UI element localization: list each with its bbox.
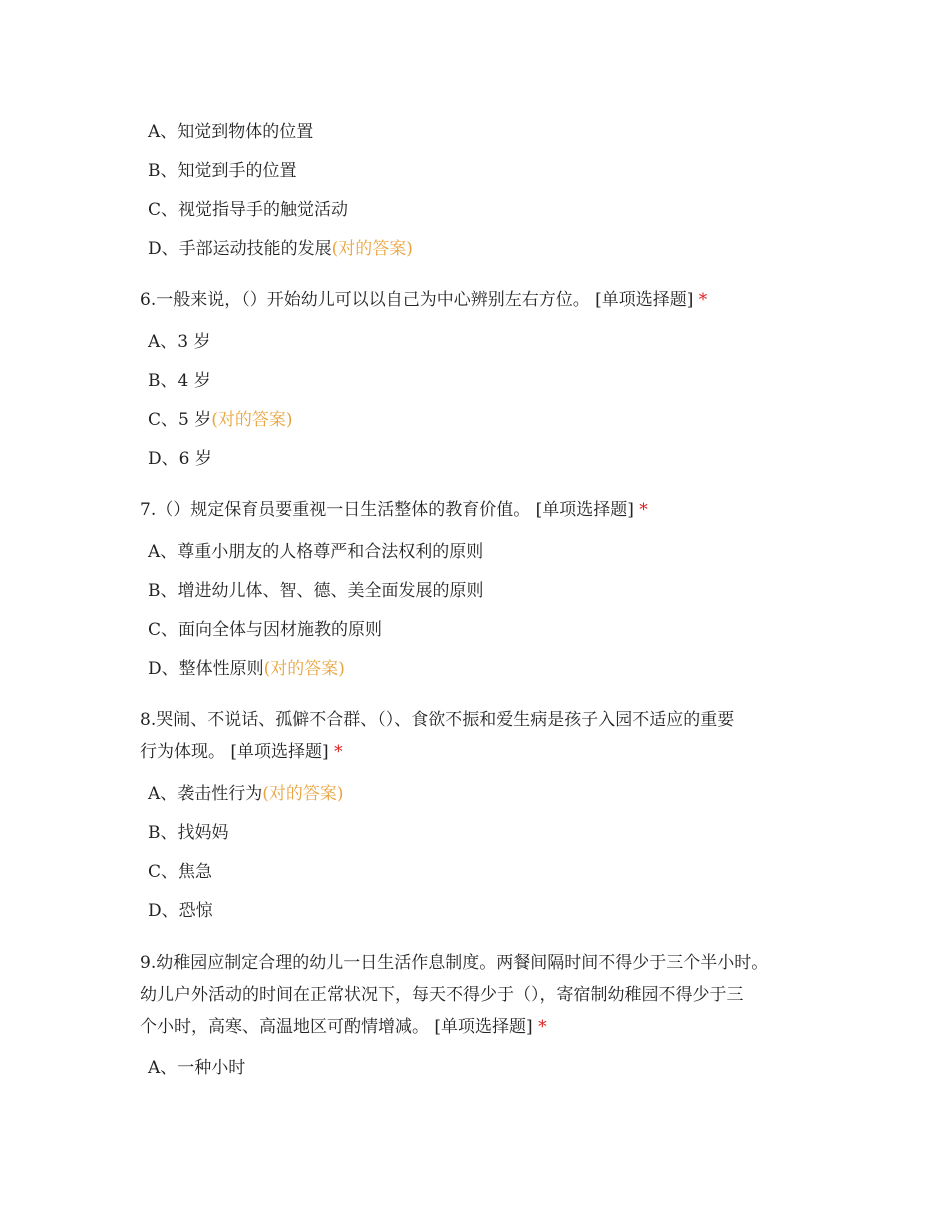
option-text: B、知觉到手的位置 (148, 161, 297, 181)
option-text: D、整体性原则 (148, 659, 264, 679)
question-8-line-2-text: 行为体现。 [单项选择题] (140, 742, 329, 762)
q7-option-b[interactable] (148, 581, 484, 601)
correct-answer-tag: (对的答案) (211, 410, 293, 430)
q7-option-c[interactable] (148, 620, 382, 640)
prev-option-b[interactable] (148, 161, 297, 181)
question-6-line-1: 6.一般来说，（）开始幼儿可以以自己为中心辨别左右方位。 [单项选择题] (140, 290, 694, 310)
question-8-line-1: 8.哭闹、不说话、孤僻不合群、（）、食欲不振和爱生病是孩子入园不适应的重要 (140, 710, 735, 730)
option-text: B、找妈妈 (148, 823, 229, 843)
required-star: * (639, 500, 648, 520)
required-star: * (334, 742, 343, 762)
q8-option-a[interactable] (148, 784, 344, 804)
correct-answer-tag: (对的答案) (331, 239, 413, 259)
option-text: C、5 岁 (148, 410, 212, 430)
option-text: A、尊重小朋友的人格尊严和合法权利的原则 (148, 542, 484, 562)
option-text: D、6 岁 (148, 449, 212, 469)
question-8-line-2 (140, 742, 343, 762)
option-text: A、3 岁 (148, 332, 211, 352)
question-7-line-1: 7.（）规定保育员要重视一日生活整体的教育价值。 [单项选择题] (140, 500, 634, 520)
q7-option-d[interactable] (148, 659, 345, 679)
q8-option-c[interactable] (148, 862, 212, 882)
prev-option-d[interactable] (148, 239, 413, 259)
option-text: C、视觉指导手的触觉活动 (148, 200, 349, 220)
q6-option-b[interactable] (148, 371, 211, 391)
correct-answer-tag: (对的答案) (262, 784, 344, 804)
prev-option-c[interactable] (148, 200, 348, 220)
correct-answer-tag: (对的答案) (263, 659, 345, 679)
option-text: D、手部运动技能的发展 (148, 239, 332, 259)
prev-option-a[interactable] (148, 122, 313, 142)
option-text: B、4 岁 (148, 371, 211, 391)
option-text: A、一种小时 (148, 1058, 246, 1078)
option-text: B、增进幼儿体、智、德、美全面发展的原则 (148, 581, 484, 601)
question-9-line-1: 9.幼稚园应制定合理的幼儿一日生活作息制度。两餐间隔时间不得少于三个半小时。 (140, 953, 769, 973)
option-text: A、知觉到物体的位置 (148, 122, 314, 142)
required-star: * (538, 1017, 547, 1037)
option-text: C、面向全体与因材施教的原则 (148, 620, 383, 640)
option-text: A、袭击性行为 (148, 784, 263, 804)
question-9-line-3 (140, 1017, 547, 1037)
option-text: D、恐惊 (148, 901, 213, 921)
question-7-text (140, 500, 648, 520)
q6-option-d[interactable] (148, 449, 212, 469)
q8-option-d[interactable] (148, 901, 213, 921)
q6-option-a[interactable] (148, 332, 211, 352)
question-9-line-3-text: 个小时，高寒、高温地区可酌情增减。 [单项选择题] (140, 1017, 533, 1037)
option-text: C、焦急 (148, 862, 213, 882)
question-6-text (140, 290, 707, 310)
q9-option-a[interactable] (148, 1058, 245, 1078)
question-9-line-2: 幼儿户外活动的时间在正常状况下，每天不得少于（），寄宿制幼稚园不得少于三 (140, 985, 744, 1005)
q6-option-c[interactable] (148, 410, 293, 430)
q7-option-a[interactable] (148, 542, 483, 562)
q8-option-b[interactable] (148, 823, 229, 843)
required-star: * (698, 290, 708, 310)
